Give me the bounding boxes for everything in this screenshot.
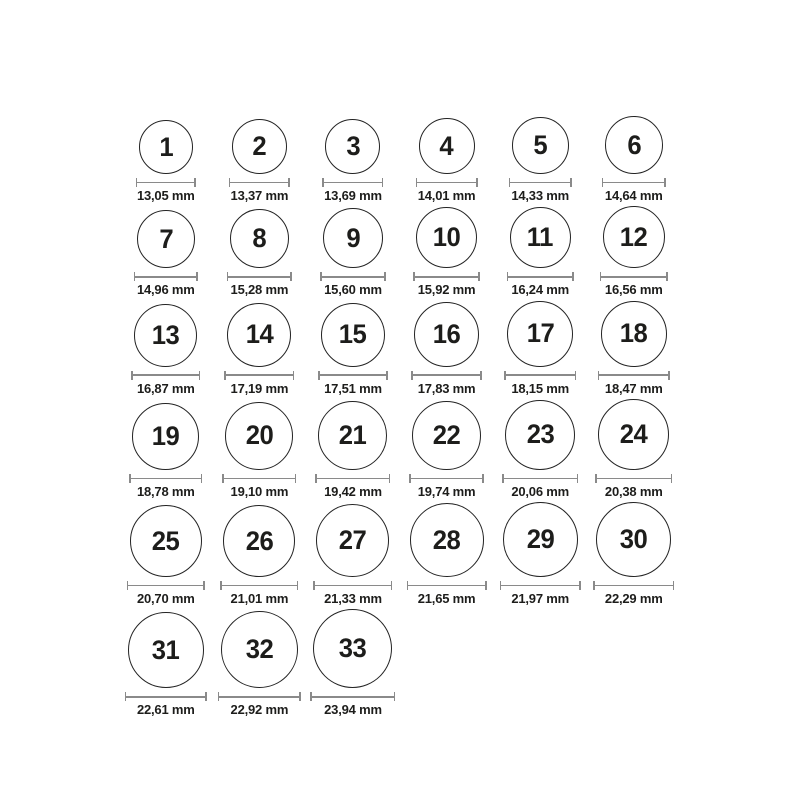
ring-diameter-label: 13,37 mm [230,188,289,203]
diameter-dimension-line [313,581,392,590]
ring-circle [510,207,571,268]
ring-size-number: 16 [432,318,461,349]
dimension-tick-left [502,474,504,483]
ring-size-number: 32 [245,634,274,665]
ring-diameter-label: 21,33 mm [324,591,382,607]
dimension-tick-right [196,272,198,281]
diameter-dimension-line [224,371,294,380]
dimension-tick-left [320,272,322,281]
ring-size-number: 14 [245,319,274,350]
ring-cell [213,303,307,396]
ring-diameter-label: 13,05 mm [136,188,195,203]
dimension-tick-right [480,371,482,380]
dimension-tick-left [227,272,229,281]
dimension-tick-right [389,474,391,483]
ring-circle [137,210,195,268]
ring-diameter-label: 18,15 mm [511,380,569,396]
ring-diameter-label: 17,83 mm [417,380,476,396]
dimension-tick-left [313,581,315,590]
diameter-dimension-line [220,581,298,590]
ring-cell [119,304,213,396]
ring-size-number: 23 [526,419,554,450]
ring-cell [119,403,213,499]
ring-circle [603,206,665,268]
ring-circle [503,502,578,577]
ring-cell [306,609,400,717]
ring-diameter-label: 13,69 mm [324,188,382,203]
ring-circle [512,117,569,174]
ring-cell [493,301,587,396]
ring-circle [601,301,667,367]
dimension-tick-left [595,474,597,483]
dimension-tick-right [579,581,581,590]
ring-cell [587,502,681,606]
ring-cell [400,401,494,499]
dimension-tick-left [593,581,595,590]
ring-size-number: 1 [158,131,173,162]
ring-circle [412,401,481,470]
diameter-dimension-line [500,581,581,590]
ring-circle [227,303,291,367]
ring-circle [139,120,193,174]
dimension-tick-left [222,474,224,483]
diameter-dimension-line [411,371,482,380]
ring-diameter-label: 19,74 mm [417,483,476,499]
diameter-dimension-line [507,272,574,281]
ring-circle [221,611,298,688]
ring-size-number: 29 [526,524,554,555]
ring-cell [213,505,307,606]
ring-diameter-label: 20,38 mm [604,483,663,499]
dimension-tick-left [409,474,411,483]
dimension-tick-left [407,581,409,590]
ring-diameter-label: 19,10 mm [230,483,289,499]
dimension-tick-right [668,371,670,380]
ring-cell [306,208,400,297]
dimension-tick-right [394,692,396,701]
ring-cell [400,302,494,396]
ring-size-number: 2 [252,131,267,161]
ring-circle [598,399,669,470]
dimension-tick-left [411,371,413,380]
diameter-dimension-line [129,474,202,483]
ring-size-number: 25 [151,525,180,556]
diameter-dimension-line [222,474,296,483]
ring-size-number: 3 [346,131,360,161]
ring-cell [493,207,587,297]
ring-circle [134,304,197,367]
ring-diameter-label: 21,97 mm [511,591,569,607]
ring-size-number: 22 [432,419,461,450]
ring-circle [316,504,389,577]
diameter-dimension-line [593,581,674,590]
diameter-dimension-line [315,474,390,483]
dimension-tick-right [476,178,478,187]
dimension-tick-right [299,692,301,701]
diameter-dimension-line [229,178,290,187]
ring-circle [410,503,484,577]
ring-size-number: 10 [432,222,461,253]
ring-diameter-label: 22,61 mm [136,702,195,718]
dimension-tick-right [201,474,203,483]
dimension-tick-left [315,474,317,483]
dimension-tick-right [478,272,480,281]
ring-diameter-label: 16,87 mm [136,380,195,396]
ring-diameter-label: 18,47 mm [604,380,663,396]
dimension-tick-right [384,272,386,281]
dimension-tick-left [500,581,502,590]
ring-cell [493,117,587,203]
dimension-tick-right [664,178,666,187]
ring-cell [213,119,307,203]
diameter-dimension-line [318,371,388,380]
dimension-tick-right [673,581,675,590]
diameter-dimension-line [322,178,383,187]
ring-size-number: 20 [245,420,274,451]
diameter-dimension-line [127,581,205,590]
dimension-tick-left [131,371,133,380]
ring-cell [306,119,400,203]
diameter-dimension-line [502,474,578,483]
dimension-tick-left [507,272,509,281]
ring-diameter-label: 22,92 mm [230,702,289,718]
ring-cell [306,504,400,606]
ring-diameter-label: 17,19 mm [230,380,289,396]
ring-circle [130,505,202,577]
dimension-tick-left [229,178,231,187]
dimension-tick-left [413,272,415,281]
ring-diameter-label: 18,78 mm [136,483,195,499]
ring-size-number: 26 [245,525,274,556]
dimension-tick-left [134,272,136,281]
ring-cell [493,400,587,499]
dimension-tick-left [509,178,511,187]
diameter-dimension-line [227,272,292,281]
ring-size-number: 4 [439,130,454,161]
ring-size-number: 7 [158,223,173,254]
ring-size-number: 27 [339,525,367,556]
ring-cell [493,502,587,606]
dimension-tick-left [600,272,602,281]
ring-circle [313,609,392,688]
dimension-tick-left [220,581,222,590]
ring-diameter-label: 22,29 mm [604,591,663,607]
ring-diameter-label: 21,01 mm [230,591,289,607]
dimension-tick-right [295,474,297,483]
diameter-dimension-line [131,371,200,380]
ring-cell [213,209,307,297]
dimension-tick-right [386,371,388,380]
ring-circle [605,116,663,174]
ring-size-number: 8 [252,223,267,254]
ring-size-number: 17 [526,318,554,349]
diameter-dimension-line [598,371,670,380]
dimension-tick-right [382,178,384,187]
ring-circle [128,612,204,688]
dimension-tick-right [671,474,673,483]
ring-cell [306,401,400,499]
dimension-tick-right [485,581,487,590]
dimension-tick-left [602,178,604,187]
ring-size-number: 31 [151,634,180,665]
diameter-dimension-line [134,272,198,281]
ring-circle [223,505,295,577]
ring-diameter-label: 16,56 mm [604,282,663,298]
dimension-tick-left [318,371,320,380]
diameter-dimension-line [218,692,301,701]
ring-cell [400,207,494,297]
ring-cell [213,402,307,499]
diameter-dimension-line [125,692,207,701]
ring-size-number: 12 [619,221,648,252]
ring-size-number: 9 [346,222,360,253]
diameter-dimension-line [320,272,386,281]
ring-size-number: 19 [151,420,180,451]
ring-diameter-label: 20,70 mm [136,591,195,607]
ring-size-number: 18 [619,318,648,349]
ring-circle [318,401,387,470]
dimension-tick-right [297,581,299,590]
ring-cell [119,505,213,606]
ring-circle [323,208,383,268]
ring-size-number: 28 [432,524,461,555]
dimension-tick-left [310,692,312,701]
ring-size-chart [119,0,681,721]
ring-size-number: 13 [151,319,180,350]
ring-cell [587,116,681,203]
diameter-dimension-line [413,272,480,281]
ring-size-number: 15 [339,319,367,350]
ring-cell [306,303,400,396]
ring-diameter-label: 14,01 mm [417,188,476,203]
dimension-tick-left [224,371,226,380]
dimension-tick-right [199,371,201,380]
dimension-tick-left [416,178,418,187]
ring-diameter-label: 20,06 mm [511,483,569,499]
ring-cell [119,210,213,297]
diameter-dimension-line [504,371,576,380]
ring-cell [119,120,213,203]
diameter-dimension-line [409,474,484,483]
ring-diameter-label: 15,28 mm [230,282,289,298]
dimension-tick-left [127,581,129,590]
ring-diameter-label: 19,42 mm [324,483,382,499]
dimension-tick-right [666,272,668,281]
dimension-tick-right [482,474,484,483]
ring-cell [587,206,681,297]
ring-circle [596,502,671,577]
dimension-tick-right [205,692,207,701]
ring-diameter-label: 14,64 mm [604,188,663,203]
ring-circle [416,207,477,268]
ring-cell [587,399,681,499]
dimension-tick-right [194,178,196,187]
dimension-tick-left [504,371,506,380]
ring-diameter-label: 15,60 mm [324,282,382,298]
diameter-dimension-line [407,581,487,590]
ring-circle [505,400,575,470]
dimension-tick-right [293,371,295,380]
ring-size-number: 21 [339,419,367,450]
ring-diameter-label: 16,24 mm [511,282,569,298]
ring-circle [419,118,475,174]
dimension-tick-right [391,581,393,590]
dimension-tick-right [288,178,290,187]
ring-circle [232,119,287,174]
dimension-tick-right [575,371,577,380]
ring-diameter-label: 14,33 mm [511,188,569,203]
ring-diameter-label: 14,96 mm [136,282,195,298]
ring-cell [213,611,307,717]
diameter-dimension-line [509,178,572,187]
diameter-dimension-line [602,178,666,187]
ring-size-number: 6 [626,129,641,160]
dimension-tick-right [572,272,574,281]
diameter-dimension-line [595,474,672,483]
ring-size-number: 11 [527,222,554,253]
ring-cell [400,503,494,606]
ring-diameter-label: 23,94 mm [324,702,382,718]
ring-cell [119,612,213,717]
ring-size-number: 30 [619,524,648,555]
ring-size-number: 5 [533,130,548,160]
ring-cell [400,118,494,203]
dimension-tick-right [577,474,579,483]
diameter-dimension-line [416,178,478,187]
diameter-dimension-line [600,272,668,281]
dimension-tick-right [570,178,572,187]
dimension-tick-left [322,178,324,187]
diameter-dimension-line [136,178,196,187]
ring-circle [225,402,293,470]
diameter-dimension-line [310,692,395,701]
ring-diameter-label: 17,51 mm [324,380,382,396]
ring-circle [230,209,289,268]
dimension-tick-left [129,474,131,483]
ring-circle [507,301,573,367]
ring-diameter-label: 21,65 mm [417,591,476,607]
ring-circle [132,403,199,470]
ring-size-number: 33 [339,633,367,664]
ring-circle [321,303,385,367]
dimension-tick-right [290,272,292,281]
ring-circle [414,302,479,367]
dimension-tick-left [598,371,600,380]
dimension-tick-left [136,178,138,187]
dimension-tick-left [125,692,127,701]
ring-circle [325,119,380,174]
ring-diameter-label: 15,92 mm [417,282,476,298]
dimension-tick-right [203,581,205,590]
dimension-tick-left [218,692,220,701]
ring-cell [587,301,681,396]
ring-size-number: 24 [619,418,648,449]
